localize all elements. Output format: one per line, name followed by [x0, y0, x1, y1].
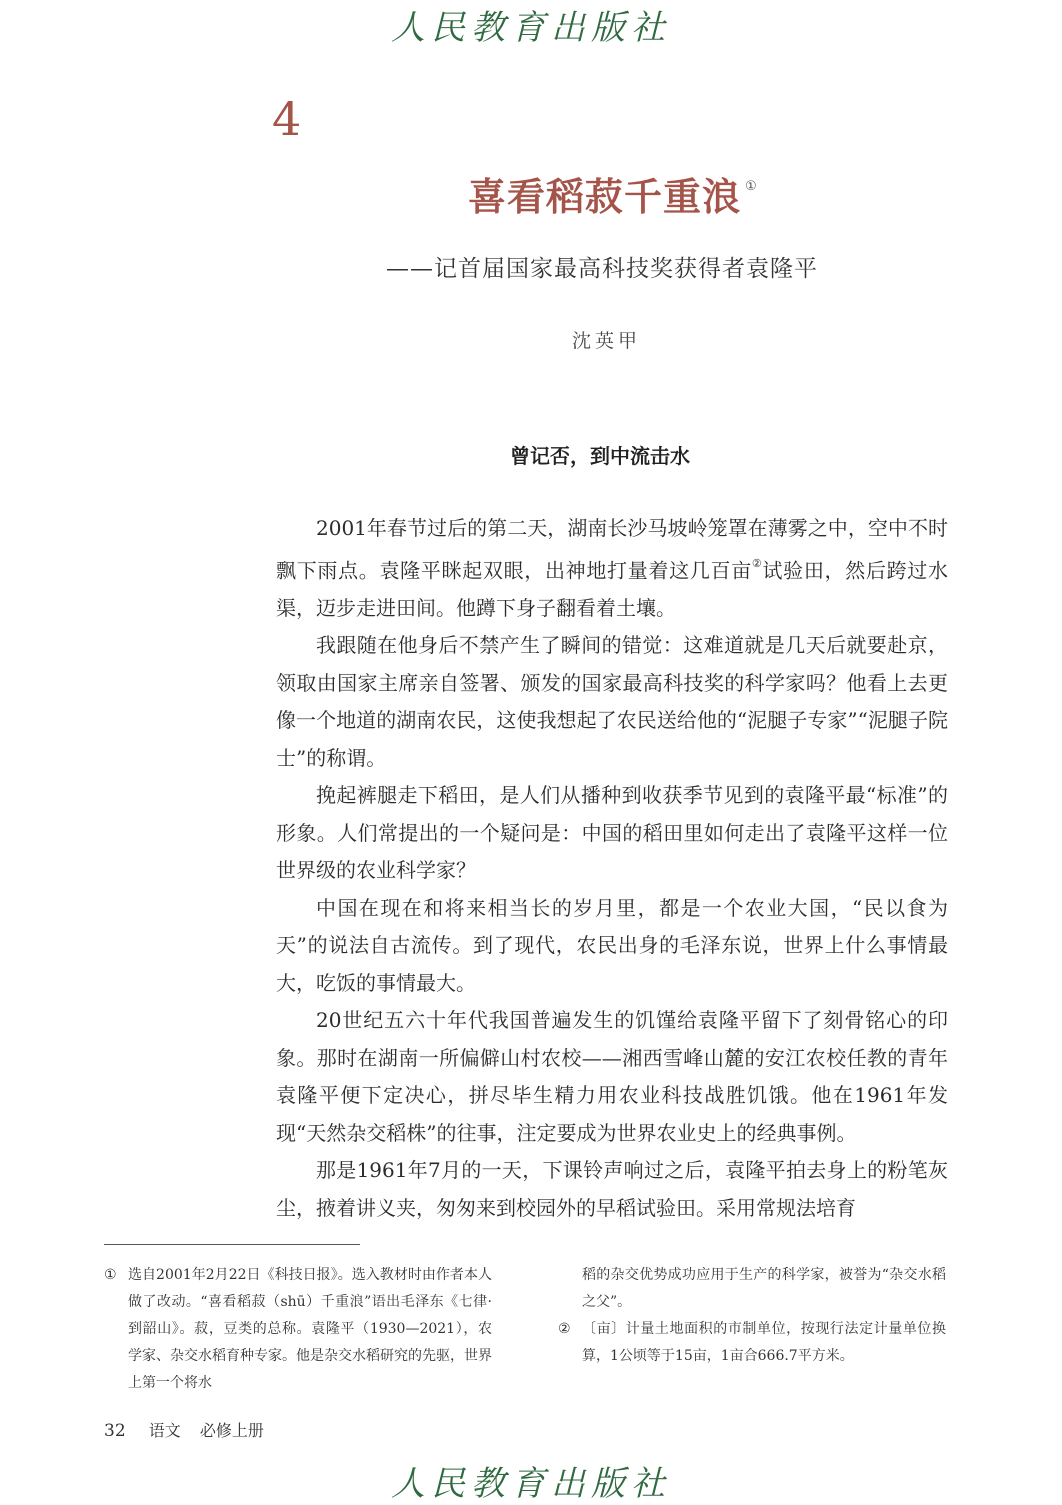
section-heading: 曾记否，到中流击水: [510, 444, 690, 468]
page-number: 32: [104, 1421, 126, 1441]
footnote-divider: [104, 1244, 360, 1245]
paragraph-1-before: 2001年春节过后的第二天，湖南长沙马坡岭笼罩在薄雾之中，空中不时飘下雨点。袁隆平眯起双眼，出神地打量着这几百亩: [276, 516, 948, 583]
footnote-1-mark: ①: [104, 1267, 117, 1283]
footnote-2-mark: ②: [558, 1321, 571, 1337]
page-footer: [104, 1418, 264, 1441]
paragraph-5: 20世纪五六十年代我国普遍发生的饥馑给袁隆平留下了刻骨铭心的印象。那时在湖南一所偏僻山村农校——湘西雪峰山麓的安江农校任教的青年袁隆平便下定决心，拼尽毕生精力用农业科技战胜饥饿。他在1961年发现“天然杂交稻株”的往事，注定要成为世界农业史上的经典事例。: [276, 1008, 948, 1145]
lesson-title-text: 喜看稻菽千重浪: [468, 174, 742, 219]
publisher-watermark-top: 人民教育出版社: [391, 8, 671, 48]
paragraph-3: 挽起裤腿走下稻田，是人们从播种到收获季节见到的袁隆平最“标准”的形象。人们常提出的一个疑问是：中国的稻田里如何走出了袁隆平这样一位世界级的农业科学家？: [276, 783, 948, 883]
lesson-subtitle: ——记首届国家最高科技奖获得者袁隆平: [386, 256, 818, 282]
paragraph-4: 中国在现在和将来相当长的岁月里，都是一个农业大国，“民以食为天”的说法自古流传。到了现代，农民出身的毛泽东说，世界上什么事情最大，吃饭的事情最大。: [276, 895, 948, 995]
body-text: [276, 510, 948, 1227]
lesson-number: 4: [272, 92, 302, 146]
footnote-1: [104, 1262, 492, 1397]
footer-volume: 必修上册: [199, 1421, 264, 1440]
paragraph-6: 那是1961年7月的一天，下课铃声响过之后，袁隆平拍去身上的粉笔灰尘，掖着讲义夹，匆匆来到校园外的早稻试验田。采用常规法培育: [276, 1158, 948, 1220]
author-name: 沈英甲: [572, 330, 642, 352]
footnote-1-continued: 稻的杂交优势成功应用于生产的科学家，被誉为“杂交水稻之父”。: [582, 1267, 946, 1310]
paragraph-1: [276, 510, 948, 627]
publisher-watermark-bottom: 人民教育出版社: [391, 1464, 671, 1504]
paragraph-2: 我跟随在他身后不禁产生了瞬间的错觉：这难道就是几天后就要赴京，领取由国家主席亲自签署、颁发的国家最高科技奖的科学家吗？他看上去更像一个地道的湖南农民，这使我想起了农民送给他的“泥腿子专家”“泥腿子院士”的称谓。: [276, 633, 948, 770]
footnotes: [104, 1262, 946, 1397]
footnote-1-text: 选自2001年2月22日《科技日报》。选入教材时由作者本人做了改动。“喜看稻菽（shū）千重浪”语出毛泽东《七律·到韶山》。菽，豆类的总称。袁隆平（1930—2021），农学家、杂交水稻育种专家。他是杂交水稻研究的先驱，世界上第一个将水: [128, 1267, 492, 1391]
paragraph-1-after: 试验田，然后跨过水渠，迈步走进田间。他蹲下身子翻看着土壤。: [276, 558, 948, 620]
lesson-title: [468, 166, 758, 221]
title-footnote-mark[interactable]: ①: [745, 179, 758, 195]
footnote-column-left: [104, 1262, 492, 1397]
footer-subject: 语文: [148, 1421, 181, 1440]
footnote-2-text: 〔亩〕计量土地面积的市制单位，按现行法定计量单位换算，1公顷等于15亩，1亩合666.7平方米。: [582, 1321, 946, 1364]
footnote-2: [558, 1316, 946, 1370]
footnote-mark-2[interactable]: ②: [751, 556, 763, 570]
footnote-column-right: [558, 1262, 946, 1397]
